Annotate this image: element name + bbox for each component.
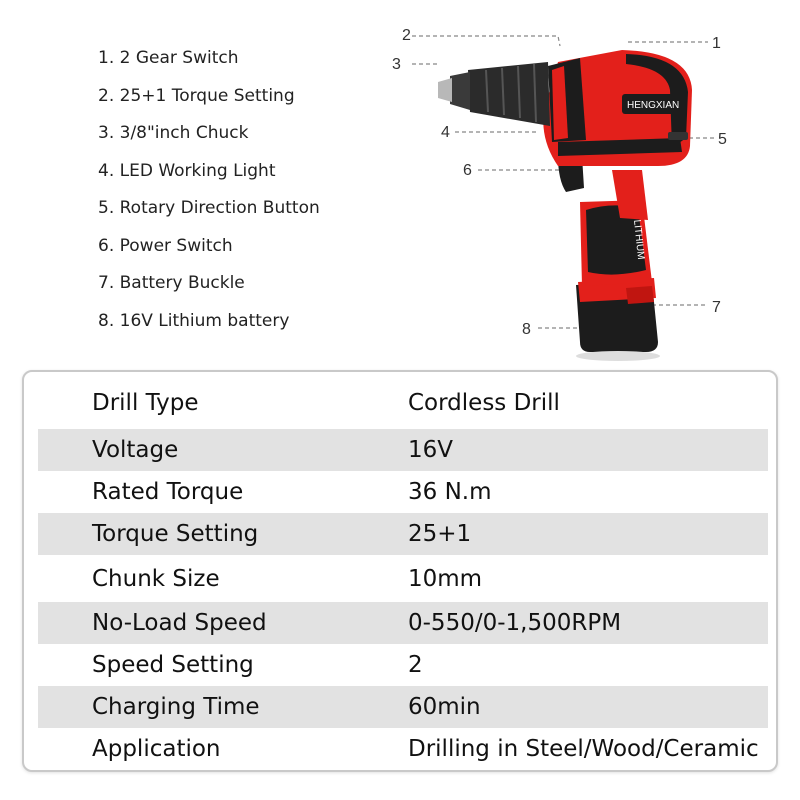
feature-item-2: 2. 25+1 Torque Setting xyxy=(98,85,295,106)
spec-value: 0-550/0-1,500RPM xyxy=(408,610,622,636)
callout-3: 3 xyxy=(392,56,401,73)
spec-row xyxy=(38,728,768,770)
spec-value: 2 xyxy=(408,652,423,678)
spec-row xyxy=(38,602,768,644)
spec-label: Rated Torque xyxy=(92,479,244,505)
spec-row xyxy=(38,429,768,471)
spec-row xyxy=(38,471,768,513)
spec-value: 60min xyxy=(408,694,481,720)
spec-row xyxy=(38,558,768,600)
drill-illustration xyxy=(390,20,790,365)
feature-list xyxy=(98,44,320,344)
spec-label: Application xyxy=(92,736,221,762)
torque-ring xyxy=(548,58,586,142)
callout-6: 6 xyxy=(463,162,472,179)
feature-item-8: 8. 16V Lithium battery xyxy=(98,310,290,331)
spec-table xyxy=(22,370,778,772)
feature-item-1: 1. 2 Gear Switch xyxy=(98,48,239,68)
spec-value: 36 N.m xyxy=(408,479,492,505)
callout-8: 8 xyxy=(522,321,531,338)
drill-bit xyxy=(438,78,452,102)
side-brand-text: LITHIUM xyxy=(631,219,647,261)
direction-button xyxy=(668,132,688,140)
spec-value: Cordless Drill xyxy=(408,390,560,416)
callout-4: 4 xyxy=(441,124,450,141)
spec-label: No-Load Speed xyxy=(92,610,267,636)
feature-item-6: 6. Power Switch xyxy=(98,235,233,256)
spec-row xyxy=(38,686,768,728)
spec-row xyxy=(38,513,768,555)
spec-label: Charging Time xyxy=(92,694,260,720)
callout-1: 1 xyxy=(712,35,721,52)
feature-item-7: 7. Battery Buckle xyxy=(98,273,245,293)
spec-label: Voltage xyxy=(92,437,179,463)
drill-handle xyxy=(580,170,652,286)
feature-item-5: 5. Rotary Direction Button xyxy=(98,198,320,218)
callout-7: 7 xyxy=(712,299,721,316)
spec-value: 16V xyxy=(408,437,454,463)
battery xyxy=(576,278,660,361)
spec-row xyxy=(38,644,768,686)
spec-label: Torque Setting xyxy=(92,521,259,547)
drill-svg xyxy=(390,20,790,365)
feature-item-3: 3. 3/8"inch Chuck xyxy=(98,123,249,143)
chuck xyxy=(438,62,550,126)
spec-label: Chunk Size xyxy=(92,566,220,592)
spec-value: 10mm xyxy=(408,566,483,592)
spec-label: Speed Setting xyxy=(92,652,254,678)
spec-value: 25+1 xyxy=(408,521,472,547)
brand-label: HENGXIAN xyxy=(627,100,680,111)
spec-row xyxy=(38,382,768,424)
feature-item-4: 4. LED Working Light xyxy=(98,160,276,181)
callout-2: 2 xyxy=(402,27,411,44)
callout-5: 5 xyxy=(718,131,727,148)
spec-value: Drilling in Steel/Wood/Ceramic xyxy=(408,736,759,762)
spec-label: Drill Type xyxy=(92,390,199,416)
